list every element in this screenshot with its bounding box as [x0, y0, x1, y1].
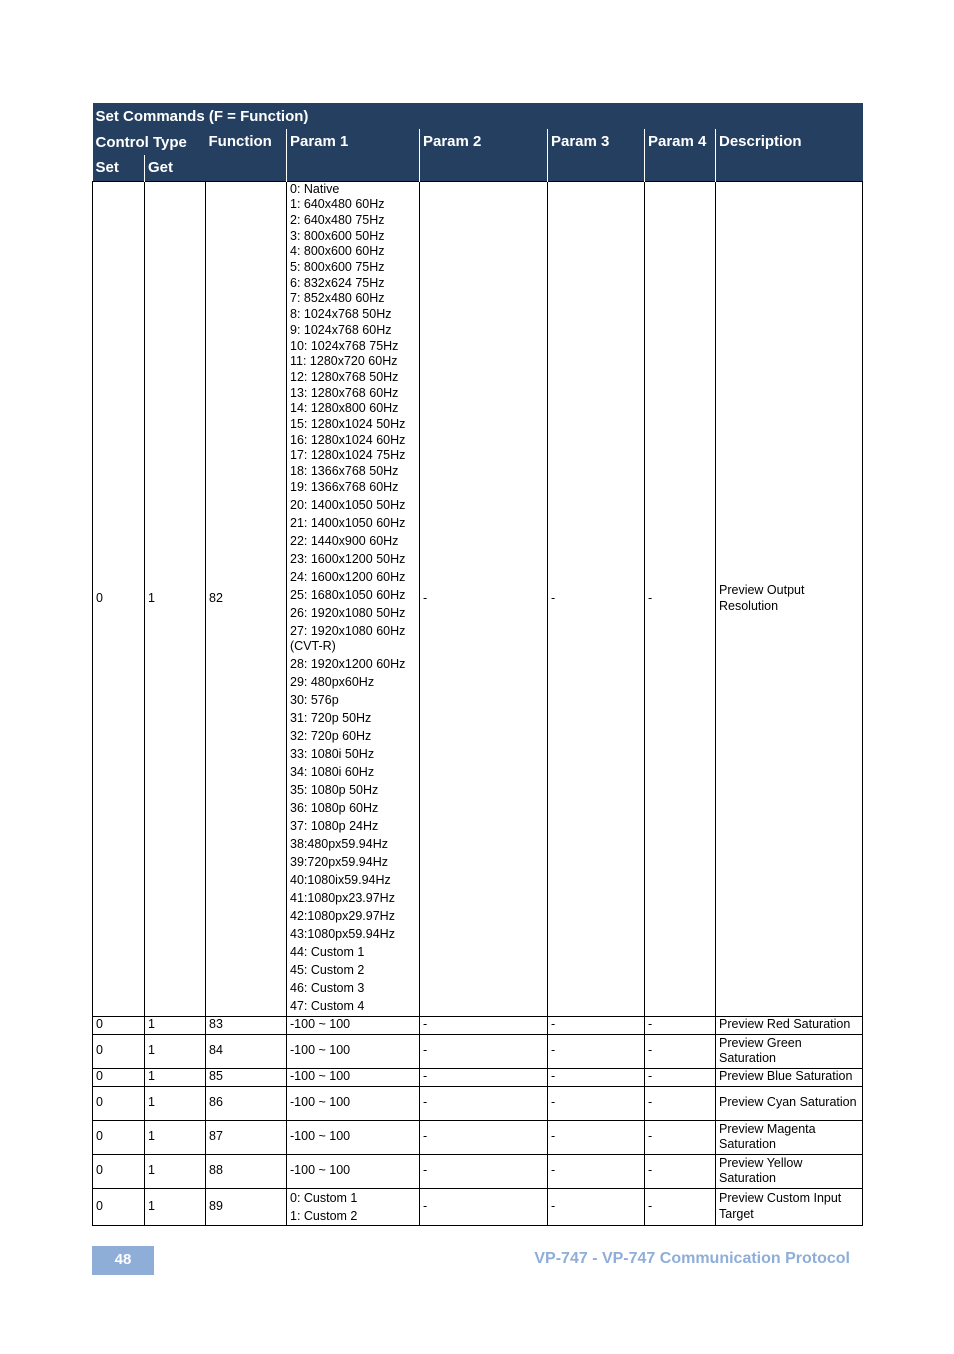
resolution-item: 9: 1024x768 60Hz: [290, 322, 392, 337]
cell-set: 0: [93, 1086, 145, 1120]
resolution-item: 23: 1600x1200 50Hz: [290, 551, 406, 566]
cell-function: 89: [206, 1188, 287, 1225]
cell-param1-list: [287, 1188, 420, 1225]
resolution-item: 21: 1400x1050 60Hz: [290, 515, 406, 530]
cell-param1-list: [287, 181, 420, 1016]
cell-description: Preview Green Saturation: [716, 1034, 863, 1068]
cell-param4: -: [645, 1154, 716, 1188]
resolution-item: 6: 832x624 75Hz: [290, 275, 385, 290]
table-row: [93, 1086, 863, 1120]
cell-param1: -100 ~ 100: [287, 1086, 420, 1120]
cell-param4: -: [645, 1016, 716, 1034]
cell-param2: -: [420, 1120, 548, 1154]
resolution-item: 28: 1920x1200 60Hz: [290, 656, 406, 671]
header-control-type: Control Type: [95, 133, 187, 151]
cell-function: 85: [206, 1068, 287, 1086]
cell-param3: -: [548, 1086, 645, 1120]
cell-function: 83: [206, 1016, 287, 1034]
resolution-item: 42:1080px29.97Hz: [290, 908, 395, 923]
resolution-item: 16: 1280x1024 60Hz: [290, 432, 406, 447]
cell-param2: -: [420, 181, 548, 1016]
resolution-item: 3: 800x600 50Hz: [290, 228, 385, 243]
resolution-item: 4: 800x600 60Hz: [290, 244, 385, 259]
resolution-item: 46: Custom 3: [290, 980, 365, 995]
table-row: [93, 1120, 863, 1154]
cell-function: 84: [206, 1034, 287, 1068]
cell-param4: -: [645, 1034, 716, 1068]
resolution-item: 26: 1920x1080 50Hz: [290, 605, 406, 620]
cell-set: 0: [93, 1034, 145, 1068]
resolution-item: 39:720px59.94Hz: [290, 854, 388, 869]
cell-get: 1: [145, 1120, 206, 1154]
cell-get: 1: [145, 1034, 206, 1068]
cell-get: 1: [145, 1188, 206, 1225]
cell-description: Preview Cyan Saturation: [716, 1086, 863, 1120]
custom-target-item: 0: Custom 1: [290, 1190, 358, 1205]
table-title: Set Commands (F = Function): [95, 107, 309, 125]
cell-description: Preview Yellow Saturation: [716, 1154, 863, 1188]
cell-param2: -: [420, 1154, 548, 1188]
resolution-item: 37: 1080p 24Hz: [290, 818, 379, 833]
header-function: Function: [208, 133, 272, 150]
header-get: Get: [145, 155, 206, 181]
cell-set: 0: [93, 1120, 145, 1154]
header-param2: Param 2: [420, 129, 548, 181]
resolution-item: 13: 1280x768 60Hz: [290, 385, 399, 400]
cell-param2: -: [420, 1086, 548, 1120]
cell-param4: -: [645, 1086, 716, 1120]
resolution-item: 33: 1080i 50Hz: [290, 746, 375, 761]
cell-function: 88: [206, 1154, 287, 1188]
table-row: [93, 1068, 863, 1086]
cell-param3: -: [548, 1154, 645, 1188]
set-commands-table: [92, 103, 863, 1226]
header-param3: Param 3: [548, 129, 645, 181]
resolution-item: 44: Custom 1: [290, 944, 365, 959]
header-param1: Param 1: [287, 129, 420, 181]
resolution-item: 24: 1600x1200 60Hz: [290, 569, 406, 584]
resolution-item: 45: Custom 2: [290, 962, 365, 977]
resolution-item: 22: 1440x900 60Hz: [290, 533, 399, 548]
footer-title: VP-747 - VP-747 Communication Protocol: [534, 1250, 850, 1267]
cell-param4: -: [645, 181, 716, 1016]
cell-param3: -: [548, 1068, 645, 1086]
resolution-item: 8: 1024x768 50Hz: [290, 307, 392, 322]
resolution-item: 38:480px59.94Hz: [290, 836, 388, 851]
resolution-item: 12: 1280x768 50Hz: [290, 369, 399, 384]
cell-param4: -: [645, 1120, 716, 1154]
resolution-item: 27: 1920x1080 60Hz (CVT-R): [290, 623, 406, 654]
cell-param2: -: [420, 1016, 548, 1034]
cell-param3: -: [548, 181, 645, 1016]
resolution-item: 29: 480px60Hz: [290, 674, 375, 689]
cell-param3: -: [548, 1034, 645, 1068]
cell-set: 0: [93, 1154, 145, 1188]
resolution-item: 0: Native: [290, 181, 340, 196]
cell-description: Preview Blue Saturation: [716, 1068, 863, 1086]
cell-set: 0: [93, 1016, 145, 1034]
cell-description: Preview Magenta Saturation: [716, 1120, 863, 1154]
page-number: 48: [92, 1246, 154, 1275]
table-header: [93, 103, 863, 181]
resolution-item: 35: 1080p 50Hz: [290, 782, 379, 797]
resolution-item: 47: Custom 4: [290, 998, 365, 1013]
cell-set: 0: [93, 1188, 145, 1225]
resolution-item: 34: 1080i 60Hz: [290, 764, 375, 779]
cell-param4: -: [645, 1188, 716, 1225]
cell-param2: -: [420, 1034, 548, 1068]
resolution-item: 7: 852x480 60Hz: [290, 291, 385, 306]
cell-get: 1: [145, 1068, 206, 1086]
cell-param1: -100 ~ 100: [287, 1016, 420, 1034]
cell-param4: -: [645, 1068, 716, 1086]
cell-param1: -100 ~ 100: [287, 1154, 420, 1188]
table-body: [93, 181, 863, 1225]
cell-param1: -100 ~ 100: [287, 1120, 420, 1154]
resolution-item: 2: 640x480 75Hz: [290, 212, 385, 227]
cell-param1: -100 ~ 100: [287, 1034, 420, 1068]
cell-set: 0: [93, 181, 145, 1016]
resolution-item: 36: 1080p 60Hz: [290, 800, 379, 815]
header-param4: Param 4: [645, 129, 716, 181]
resolution-item: 5: 800x600 75Hz: [290, 260, 385, 275]
resolution-item: 25: 1680x1050 60Hz: [290, 587, 406, 602]
resolution-item: 40:1080ix59.94Hz: [290, 872, 391, 887]
table-row: [93, 1188, 863, 1225]
cell-param3: -: [548, 1120, 645, 1154]
resolution-item: 20: 1400x1050 50Hz: [290, 497, 406, 512]
table-row: [93, 1016, 863, 1034]
cell-param2: -: [420, 1188, 548, 1225]
table-row: [93, 1154, 863, 1188]
cell-param2: -: [420, 1068, 548, 1086]
cell-param3: -: [548, 1188, 645, 1225]
resolution-item: 43:1080px59.94Hz: [290, 926, 395, 941]
cell-description: Preview Output Resolution: [716, 181, 863, 1016]
resolution-item: 18: 1366x768 50Hz: [290, 464, 399, 479]
resolution-item: 10: 1024x768 75Hz: [290, 338, 399, 353]
resolution-item: 19: 1366x768 60Hz: [290, 479, 399, 494]
resolution-item: 11: 1280x720 60Hz: [290, 354, 398, 369]
cell-function: 82: [206, 181, 287, 1016]
cell-description: Preview Custom Input Target: [716, 1188, 863, 1225]
custom-target-item: 1: Custom 2: [290, 1208, 358, 1223]
header-set: Set: [95, 159, 119, 177]
resolution-item: 14: 1280x800 60Hz: [290, 401, 399, 416]
resolution-item: 32: 720p 60Hz: [290, 728, 372, 743]
resolution-item: 1: 640x480 60Hz: [290, 197, 385, 212]
cell-get: 1: [145, 1086, 206, 1120]
table-row: [93, 1034, 863, 1068]
cell-function: 87: [206, 1120, 287, 1154]
cell-param1: -100 ~ 100: [287, 1068, 420, 1086]
resolution-item: 41:1080px23.97Hz: [290, 890, 395, 905]
cell-param3: -: [548, 1016, 645, 1034]
cell-get: 1: [145, 181, 206, 1016]
cell-function: 86: [206, 1086, 287, 1120]
cell-get: 1: [145, 1016, 206, 1034]
resolution-item: 31: 720p 50Hz: [290, 710, 372, 725]
cell-description: Preview Red Saturation: [716, 1016, 863, 1034]
resolution-item: 17: 1280x1024 75Hz: [290, 448, 406, 463]
header-description: Description: [716, 129, 863, 181]
resolution-item: 30: 576p: [290, 692, 339, 707]
resolution-item: 15: 1280x1024 50Hz: [290, 417, 406, 432]
table-row: [93, 181, 863, 1016]
cell-set: 0: [93, 1068, 145, 1086]
cell-get: 1: [145, 1154, 206, 1188]
